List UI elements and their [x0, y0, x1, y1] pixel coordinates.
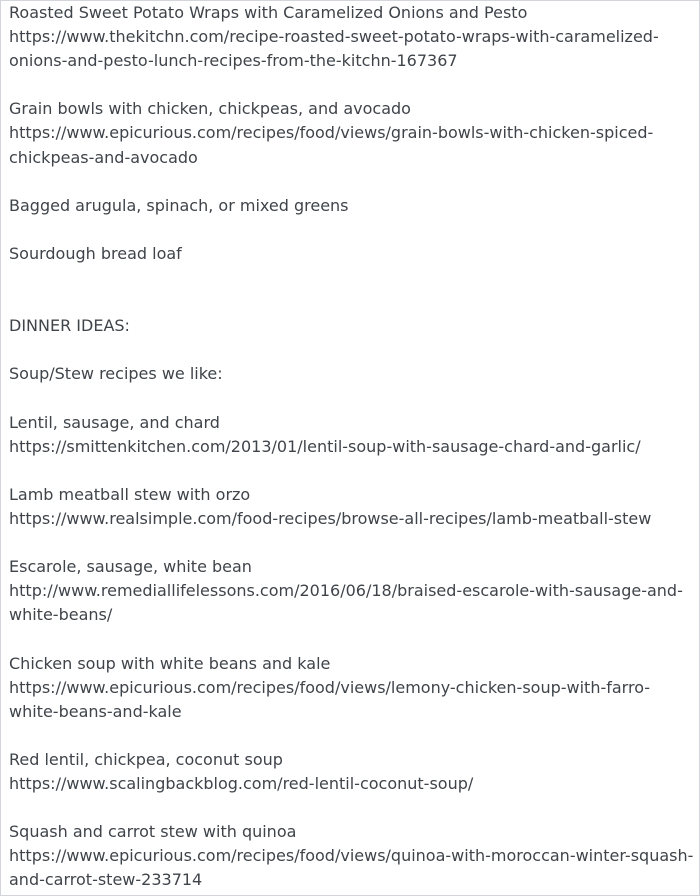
item-url: https://smittenkitchen.com/2013/01/lentil-soup-with-sausage-chard-and-garlic/	[9, 436, 641, 456]
item-title: Bagged arugula, spinach, or mixed greens	[9, 195, 349, 215]
recipe-item	[9, 194, 699, 218]
item-url: https://www.realsimple.com/food-recipes/browse-all-recipes/lamb-meatball-stew	[9, 508, 652, 528]
section-heading-text: Soup/Stew recipes we like:	[9, 364, 223, 384]
section-heading	[9, 314, 699, 338]
section-heading	[9, 362, 699, 386]
item-title: Chicken soup with white beans and kale	[9, 653, 331, 673]
item-url: https://www.epicurious.com/recipes/food/views/lemony-chicken-soup-with-farro-white-beans-and-kale	[9, 677, 651, 721]
recipe-item	[9, 748, 699, 796]
recipe-item	[9, 652, 699, 724]
recipe-item	[9, 483, 699, 531]
item-url: http://www.remediallifelessons.com/2016/06/18/braised-escarole-with-sausage-and-white-beans/	[9, 581, 683, 625]
item-title: Escarole, sausage, white bean	[9, 557, 252, 577]
item-url: https://www.scalingbackblog.com/red-lentil-coconut-soup/	[9, 774, 474, 793]
item-title: Red lentil, chickpea, coconut soup	[9, 749, 283, 769]
blank-line-spacer	[9, 290, 699, 314]
item-title: Squash and carrot stew with quinoa	[9, 822, 297, 842]
item-url: https://www.epicurious.com/recipes/food/views/grain-bowls-with-chicken-spiced-chickpeas-and-avocado	[9, 123, 654, 167]
item-title: Lentil, sausage, and chard	[9, 412, 220, 432]
item-title: Lamb meatball stew with orzo	[9, 484, 251, 504]
recipe-item	[9, 1, 699, 73]
item-title: Roasted Sweet Potato Wraps with Caramelized Onions and Pesto	[9, 3, 528, 22]
item-title: Sourdough bread loaf	[9, 243, 182, 263]
item-title: Grain bowls with chicken, chickpeas, and avocado	[9, 99, 411, 119]
section-heading-text: DINNER IDEAS:	[9, 316, 130, 336]
recipe-item	[9, 555, 699, 627]
document-body	[9, 1, 699, 892]
recipe-item	[9, 242, 699, 266]
recipe-item	[9, 97, 699, 169]
item-url: https://www.thekitchn.com/recipe-roasted-sweet-potato-wraps-with-caramelized-onions-and-pesto-lunch-recipes-from-the-kitchn-167367	[9, 27, 659, 71]
recipe-item	[9, 411, 699, 459]
item-url: https://www.epicurious.com/recipes/food/views/quinoa-with-moroccan-winter-squash-and-carrot-stew-233714	[9, 846, 694, 890]
recipe-item	[9, 820, 699, 892]
